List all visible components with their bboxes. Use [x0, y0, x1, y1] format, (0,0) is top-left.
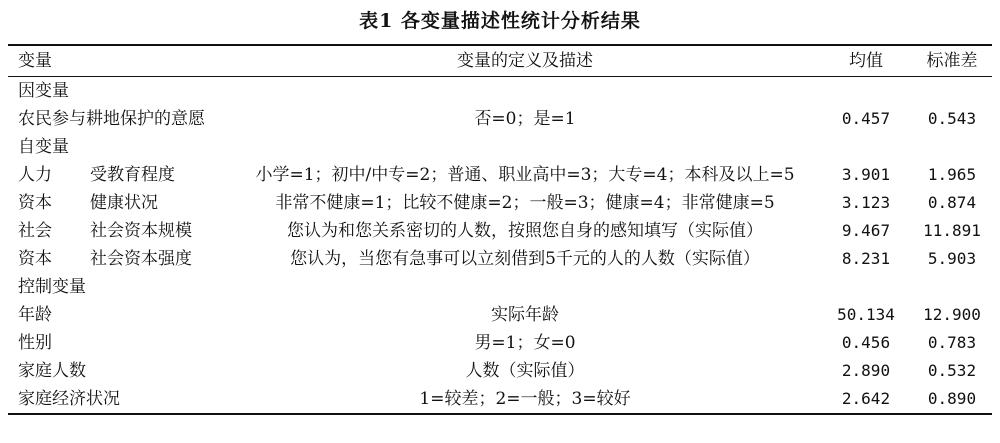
section-dependent: [8, 77, 992, 105]
variable-name: 农民参与耕地保护的意愿: [18, 109, 205, 129]
variable-sd: 0.783: [927, 333, 977, 352]
variable-name: 性别: [18, 333, 52, 353]
variable-definition: 人数（实际值）: [465, 361, 585, 381]
variable-group: 资本: [18, 193, 52, 213]
variable-sd: 1.965: [927, 165, 977, 184]
variable-group: 资本: [18, 249, 52, 269]
variable-group: 人力: [18, 165, 52, 185]
variable-sd: 12.900: [923, 305, 981, 324]
table-row-economy: [8, 385, 992, 413]
table-row-social-scale: [8, 217, 992, 245]
variable-name: 社会资本强度: [90, 249, 192, 269]
variable-sd: 0.874: [927, 193, 977, 212]
variable-definition: 非常不健康=1；比较不健康=2；一般=3；健康=4；非常健康=5: [275, 193, 775, 213]
table-row-health: [8, 189, 992, 217]
variable-mean: 3.123: [841, 193, 891, 212]
variable-name: 家庭经济状况: [18, 389, 120, 409]
table-caption: 表1 各变量描述性统计分析结果: [359, 10, 641, 32]
variable-name: 社会资本规模: [90, 221, 192, 241]
table-row-age: [8, 301, 992, 329]
section-independent: [8, 133, 992, 161]
variable-mean: 2.890: [841, 361, 891, 380]
section-label: 控制变量: [18, 277, 86, 297]
variable-name: 家庭人数: [18, 361, 86, 381]
header-definition: 变量的定义及描述: [457, 51, 593, 71]
table-row-education: [8, 161, 992, 189]
table-row-gender: [8, 329, 992, 357]
variable-definition: 您认为，当您有急事可以立刻借到5千元的人的人数（实际值）: [290, 249, 760, 269]
variable-mean: 9.467: [841, 221, 891, 240]
variable-mean: 3.901: [841, 165, 891, 184]
variable-mean: 2.642: [841, 389, 891, 408]
variable-mean: 0.456: [841, 333, 891, 352]
variable-definition: 实际年龄: [491, 305, 559, 325]
variable-mean: 8.231: [841, 249, 891, 268]
variable-name: 健康状况: [90, 193, 158, 213]
variable-sd: 0.532: [927, 361, 977, 380]
section-label: 因变量: [18, 81, 69, 101]
descriptive-stats-table: [8, 44, 992, 415]
variable-sd: 5.903: [927, 249, 977, 268]
table-row-willingness: [8, 105, 992, 133]
variable-mean: 50.134: [837, 305, 895, 324]
section-control: [8, 273, 992, 301]
variable-mean: 0.457: [841, 109, 891, 128]
variable-definition: 男=1；女=0: [474, 333, 576, 353]
variable-group: 社会: [18, 221, 52, 241]
variable-sd: 0.890: [927, 389, 977, 408]
variable-sd: 0.543: [927, 109, 977, 128]
variable-sd: 11.891: [923, 221, 981, 240]
header-mean: 均值: [849, 51, 883, 71]
header-sd: 标准差: [926, 51, 978, 71]
variable-definition: 小学=1；初中/中专=2；普通、职业高中=3；大专=4；本科及以上=5: [255, 165, 795, 185]
variable-name: 年龄: [18, 305, 52, 325]
variable-definition: 否=0；是=1: [474, 109, 576, 129]
header-variable: 变量: [18, 51, 52, 71]
table-header-row: [8, 46, 992, 77]
section-label: 自变量: [18, 137, 69, 157]
variable-name: 受教育程度: [90, 165, 175, 185]
variable-definition: 1=较差；2=一般；3=较好: [419, 389, 631, 409]
variable-definition: 您认为和您关系密切的人数，按照您自身的感知填写（实际值）: [287, 221, 763, 241]
table-row-social-strength: [8, 245, 992, 273]
table-row-household: [8, 357, 992, 385]
